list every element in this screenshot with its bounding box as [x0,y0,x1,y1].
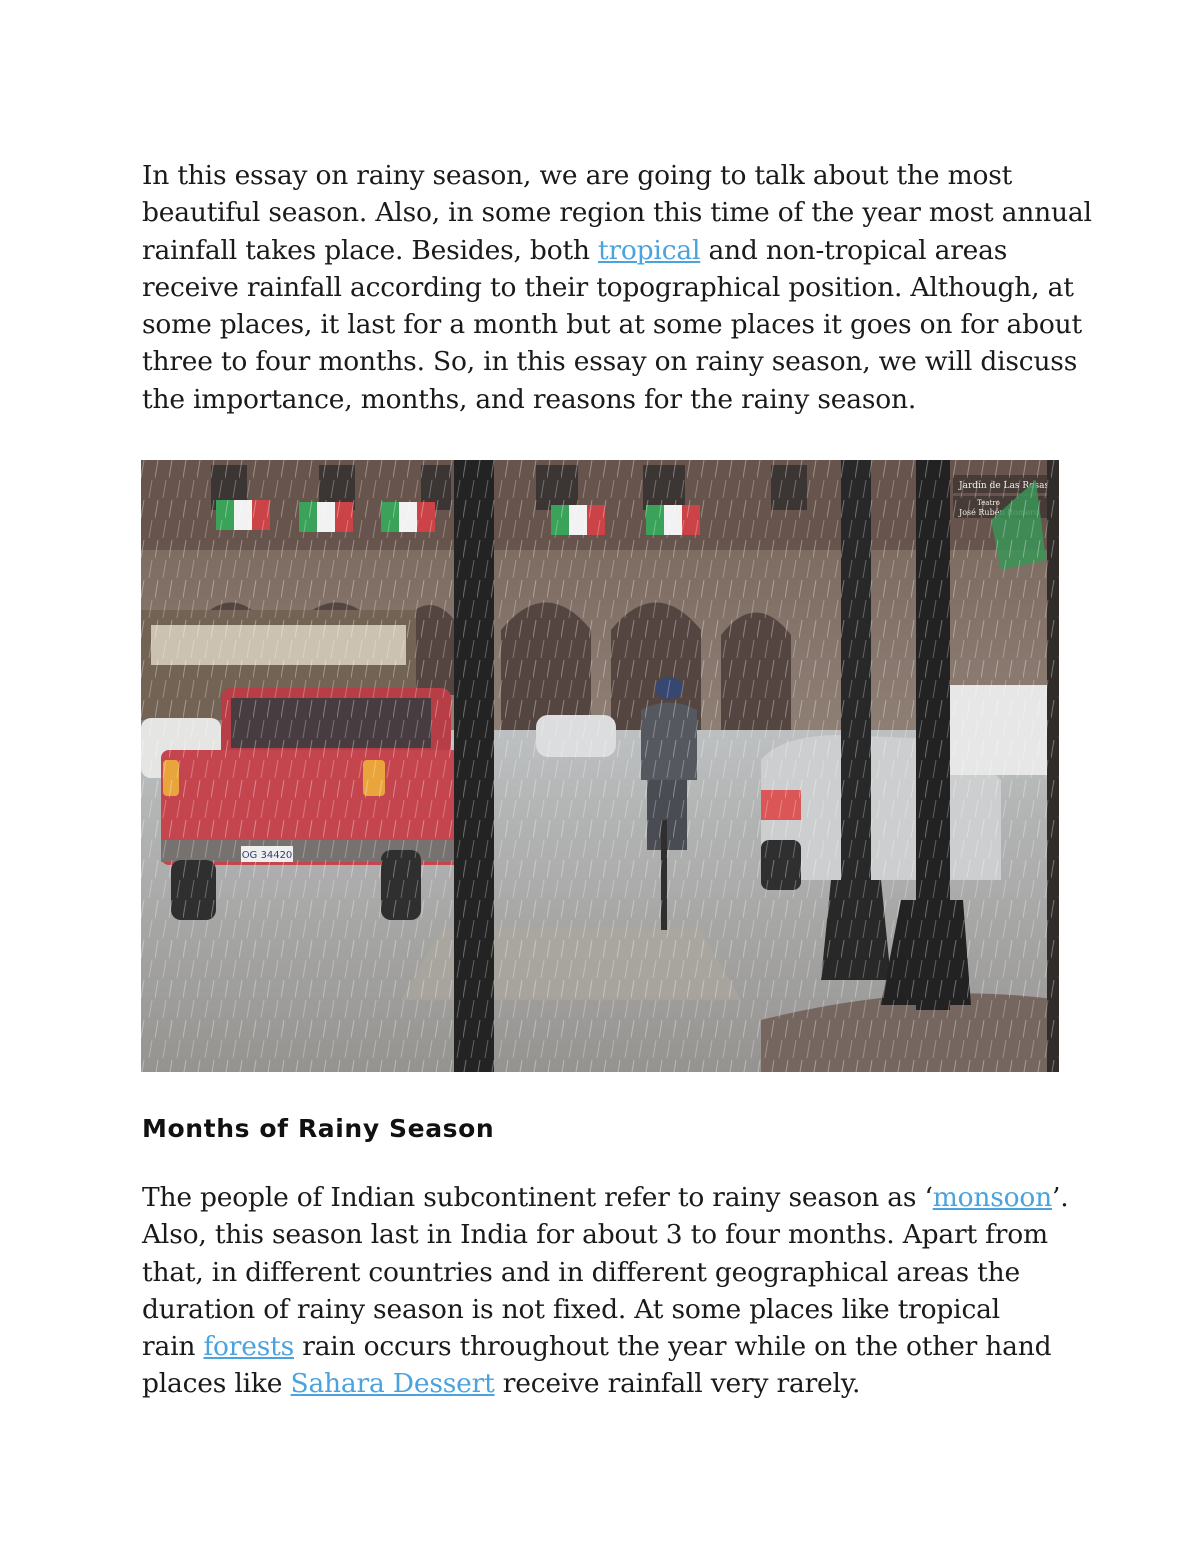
text-line: some places, it last for a month but at some places it goes on for about [142,309,1082,341]
text-segment: and non-tropical areas [700,234,1008,266]
link-monsoon[interactable]: monsoon [932,1182,1053,1213]
link-tropical[interactable]: tropical [598,234,701,266]
text-line: duration of rainy season is not fixed. At some places like tropical [142,1293,1000,1325]
text-segment: The people of Indian subcontinent refer to rainy season as ‘ [142,1182,933,1213]
text-line [142,1365,1072,1402]
text-line [142,1328,1072,1365]
section-heading: Months of Rainy Season [142,1114,495,1143]
text-line [142,1179,1072,1216]
text-line: the importance, months, and reasons for the rainy season. [142,383,917,415]
text-line: receive rainfall according to their topographical position. Although, at [142,271,1074,303]
text-segment: places like [142,1368,291,1400]
text-segment: rain [142,1331,204,1363]
text-segment: rainfall takes place. Besides, both [142,234,598,266]
link-sahara-dessert[interactable]: Sahara Dessert [290,1368,495,1400]
text-line [142,232,1072,269]
text-line: In this essay on rainy season, we are going to talk about the most [142,160,1013,191]
text-segment: rain occurs throughout the year while on the other hand [294,1331,1052,1363]
intro-paragraph [142,157,1092,418]
text-segment: ’. [1052,1182,1069,1213]
months-paragraph [142,1179,1072,1403]
text-line: beautiful season. Also, in some region this time of the year most annual [142,197,1092,229]
rainy-street-photo [141,460,1059,1072]
text-line: three to four months. So, in this essay on rainy season, we will discuss [142,346,1078,378]
link-forests[interactable]: forests [203,1331,294,1363]
text-segment: receive rainfall very rarely. [494,1368,861,1400]
text-line: that, in different countries and in different geographical areas the [142,1256,1020,1288]
text-line: Also, this season last in India for about 3 to four months. Apart from [142,1219,1048,1251]
